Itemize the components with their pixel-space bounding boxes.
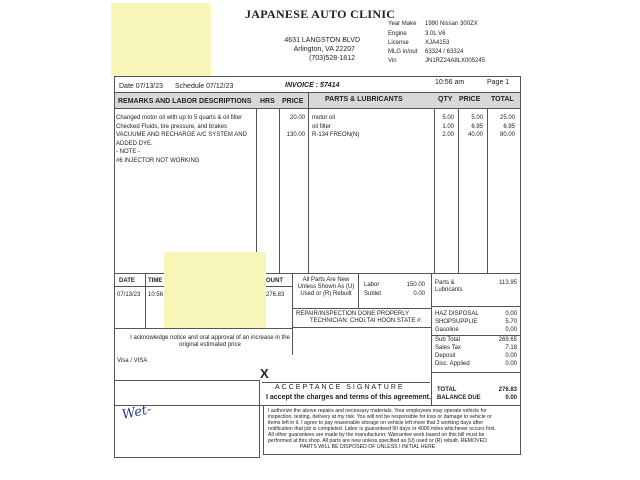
part-price: 5.00 — [471, 115, 483, 121]
sticky-note-middle — [164, 252, 266, 328]
labor-price: 130.00 — [286, 132, 305, 138]
remark-line: Checked Fluids, tire pressure, and brakes — [116, 124, 228, 130]
remark-line: - NOTE - — [116, 149, 140, 155]
part-price: 40.00 — [467, 132, 483, 138]
vehicle-engine: 3.0L V6 — [425, 31, 446, 37]
totals-haz: 0.00 — [505, 311, 517, 317]
vehicle-mileage-label: MLG in/out — [388, 49, 418, 55]
part-qty: 1.00 — [442, 124, 454, 130]
totals-subtotal-label: Sub Total — [435, 337, 460, 343]
totals-disc: 0.00 — [505, 361, 517, 367]
part-name: R-134 FREON(N) — [312, 132, 360, 138]
remark-line: #6 INJECTOR NOT WORKING — [116, 158, 200, 164]
sublet-total: 0.00 — [413, 291, 425, 297]
terms-line: items left in it. I agree to pay reasonable storage on vehicle left more that 3 working days after — [268, 420, 484, 426]
shop-city: Arlington, VA 22207 — [293, 46, 355, 53]
header-remarks: REMARKS AND LABOR DESCRIPTIONS — [118, 98, 252, 105]
header-parts: PARTS & LUBRICANTS — [325, 96, 403, 103]
vehicle-year-make: 1990 Nissan 300ZX — [425, 21, 478, 27]
part-total: 25.00 — [499, 115, 515, 121]
vehicle-license-label: License — [388, 40, 409, 46]
terms-line: notification that job is completed. Labor is guaranteed 90 days or 4000 miles whichever occurs first. — [268, 426, 496, 432]
labor-total: 150.00 — [406, 282, 425, 288]
customer-signature: Wet- — [120, 402, 153, 423]
totals-gasoline: 0.00 — [505, 327, 517, 333]
header-total: TOTAL — [491, 96, 514, 103]
acceptance-title: ACCEPTANCE SIGNATURE — [275, 384, 405, 391]
header-price: PRICE — [282, 98, 304, 105]
sublet-label: Sublet — [364, 291, 382, 297]
labor-label: Labor — [364, 282, 380, 288]
header-price2: PRICE — [459, 96, 481, 103]
totals-total-label: TOTAL — [437, 387, 457, 393]
invoice-time: 10:56 am — [435, 79, 465, 86]
totals-total: 276.83 — [498, 387, 517, 393]
shop-name: JAPANESE AUTO CLINIC — [245, 7, 396, 21]
part-qty: 5.00 — [442, 115, 454, 121]
totals-gasoline-label: Gasoline — [435, 327, 459, 333]
payments-amount-header: OUNT — [266, 278, 283, 284]
technician: TECHNICIAN: CHOI,TAI HOON STATE #: — [310, 318, 423, 324]
acknowledge-text: I acknowledge notice and oral approval of an increase in the original estimated price — [130, 335, 290, 348]
part-qty: 2.00 — [442, 132, 454, 138]
labor-price: 20.00 — [289, 115, 305, 121]
payment-method: Visa / VISA — [117, 358, 148, 364]
parts-notice: All Parts Are New Unless Shown As (U) Used or (R) Rebuilt — [297, 277, 355, 297]
terms-line: I authorize the above repairs and necessary materials. Your employees may operate vehicle for — [268, 408, 487, 414]
vehicle-license: XJA4153 — [425, 40, 450, 46]
vehicle-vin-label: Vin — [388, 58, 397, 64]
totals-shop-label: SHOPSUPPLIE — [435, 319, 478, 325]
part-price: 6.95 — [471, 124, 483, 130]
shop-phone: (703)528-1812 — [309, 55, 355, 62]
totals-deposit: 0.00 — [505, 353, 517, 359]
header-hrs: HRS — [260, 98, 275, 105]
part-total: 80.00 — [499, 132, 515, 138]
part-name: oil filter — [312, 124, 332, 130]
remark-line: Changed motor oil with up to 5 quarts & oil filter — [116, 115, 243, 121]
totals-haz-label: HAZ DISPOSAL — [435, 311, 479, 317]
totals-deposit-label: Deposit — [435, 353, 456, 359]
terms-line: performed at this shop. All parts are new unless specified as (U) used or (R) rebuilt. REMOVED — [268, 438, 487, 444]
acceptance-x-mark: X — [260, 366, 269, 381]
vehicle-vin: JN1RZ24A8LX005245 — [425, 58, 486, 64]
totals-disc-label: Disc. Applied — [435, 361, 470, 367]
terms-line: inspection, testing, delivery at my risk. You will not be responsible for loss or damage to vehicle or — [268, 414, 492, 420]
payments-time-header: TIME — [148, 278, 163, 284]
payment-date: 07/13/23 — [117, 292, 141, 298]
invoice-number: INVOICE : 57414 — [285, 82, 340, 89]
totals-lubricants-label: Lubricants — [435, 287, 463, 293]
sticky-note-top — [111, 3, 211, 77]
acceptance-subtitle: I accept the charges and terms of this agreement. — [266, 394, 431, 401]
remark-line: ADDED DYE. — [116, 141, 153, 147]
totals-balance-label: BALANCE DUE — [437, 395, 481, 401]
totals-balance: 0.00 — [505, 395, 517, 401]
invoice-schedule: Schedule 07/12/23 — [175, 83, 234, 90]
terms-line: All other guarantees are made by the manufacturer. Warrantee work based on this bill must be — [268, 432, 485, 438]
payment-amount: 276.83 — [266, 292, 285, 298]
terms-line: PARTS WILL BE DISPOSED OF UNLESS I INITIAL HERE — [300, 444, 436, 450]
totals-shop: 5.70 — [505, 319, 517, 325]
part-total: 6.95 — [503, 124, 515, 130]
invoice-date: Date 07/13/23 — [119, 83, 163, 90]
totals-tax-label: Sales Tax — [435, 345, 461, 351]
invoice-page: Page 1 — [487, 79, 510, 86]
totals-parts: 113.95 — [499, 280, 517, 286]
totals-tax: 7.18 — [505, 345, 517, 351]
part-name: motor oil — [312, 115, 336, 121]
repair-inspection: REPAIR/INSPECTION DONE PROPERLY — [296, 311, 410, 317]
vehicle-mileage: 63324 / 63324 — [425, 49, 464, 55]
totals-subtotal: 269.65 — [498, 337, 517, 343]
vehicle-year-make-label: Year Make — [388, 21, 417, 27]
shop-address: 4631 LANGSTON BLVD — [284, 37, 360, 44]
totals-parts-label: Parts & — [435, 280, 455, 286]
vehicle-engine-label: Engine — [388, 31, 407, 37]
header-qty: QTY — [438, 96, 453, 103]
payments-date-header: DATE — [119, 278, 135, 284]
remark-line: VACUUME AND RECHARGE A/C SYSTEM AND — [116, 132, 247, 138]
payment-time: 10:56 — [148, 292, 164, 298]
